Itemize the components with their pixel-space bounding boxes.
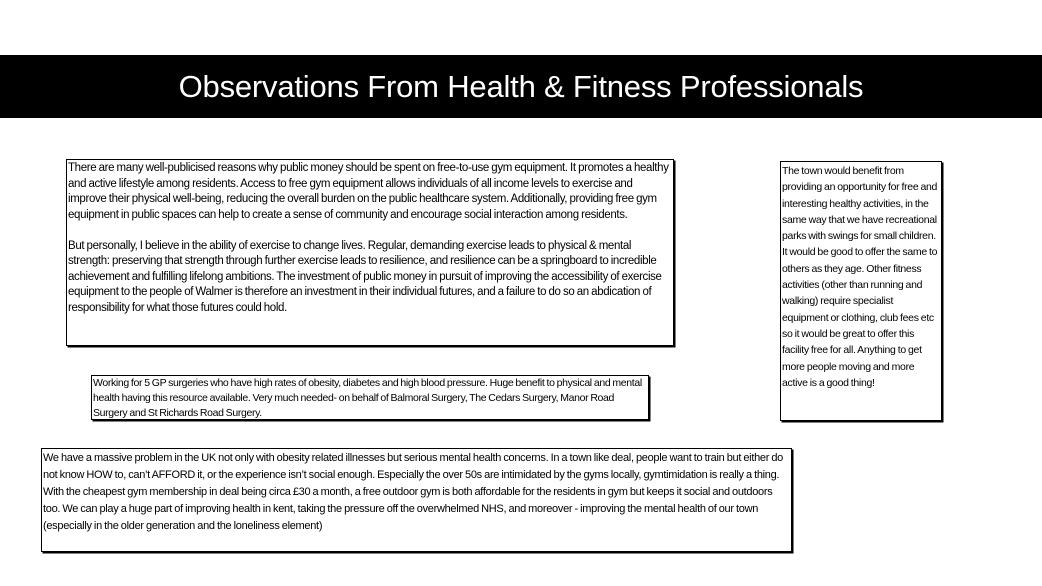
quote-paragraph: There are many well-publicised reasons why public money should be spent on free-to-use gym equipment. It promotes a healthy and active lifestyle among residents. Access to free gym equipment allows individuals of all income levels to exercise and improve their physical well-being, reducing the overall burden on the public healthcare system. Additionally, providing free gym equipment in public spaces can help to create a sense of community and encourage social interaction among residents. — [68, 162, 669, 221]
quote-paragraph: But personally, I believe in the ability of exercise to change lives. Regular, demanding exercise leads to physical & mental strength: preserving that strength through further exercise leads to resilience, and resilience can be a springboard to incredible achievement and fulfilling lifelong ambitions. The investment of public money in pursuit of improving the accessibility of exercise equipment to the people of Walmer is therefore an investment in their individual futures, and a failure to do so an abdication of responsibility for what those futures could hold. — [68, 239, 662, 314]
quote-paragraph: We have a massive problem in the UK not only with obesity related illnesses but serious mental health concerns. In a town like deal, people want to train but either do not know HOW to, can’t AFFORD it, or the experience isn’t social enough. Especially the over 50s are intimidated by the gyms locally, gymtimidation is really a thing. With the cheapest gym membership in deal being circa £30 a month, a free outdoor gym is both affordable for the residents in gym but keeps it social and outdoors too. We can play a huge part of improving health in kent, taking the pressure off the overwhelmed NHS, and moreover - improving the mental health of our town (especially in the older generation and the loneliness element) — [43, 452, 783, 532]
title-bar — [0, 55, 1042, 118]
slide-title: Observations From Health & Fitness Professionals — [178, 68, 864, 104]
quote-box-gym-benefits — [66, 159, 674, 346]
quote-paragraph: Working for 5 GP surgeries who have high rates of obesity, diabetes and high blood pressure. Huge benefit to physical and mental health having this resource available. Very much needed- on behalf of Balmoral Surgery, The Cedars Surgery, Manor Road Surgery and St Richards Road Surgery. — [93, 377, 642, 419]
quote-box-gp-surgeries — [91, 375, 649, 420]
quote-box-town-benefit — [780, 161, 942, 421]
quote-paragraph: The town would benefit from providing an opportunity for free and interesting healthy activities, in the same way that we have recreational parks with swings for small children. It would be good to offer the same to others as they age. Other fitness activities (other than running and walking) require specialist equipment or clothing, club fees etc so it would be great to offer this facility free for all. Anything to get more people moving and more active is a good thing! — [782, 165, 938, 389]
quote-box-mental-health — [41, 448, 792, 552]
